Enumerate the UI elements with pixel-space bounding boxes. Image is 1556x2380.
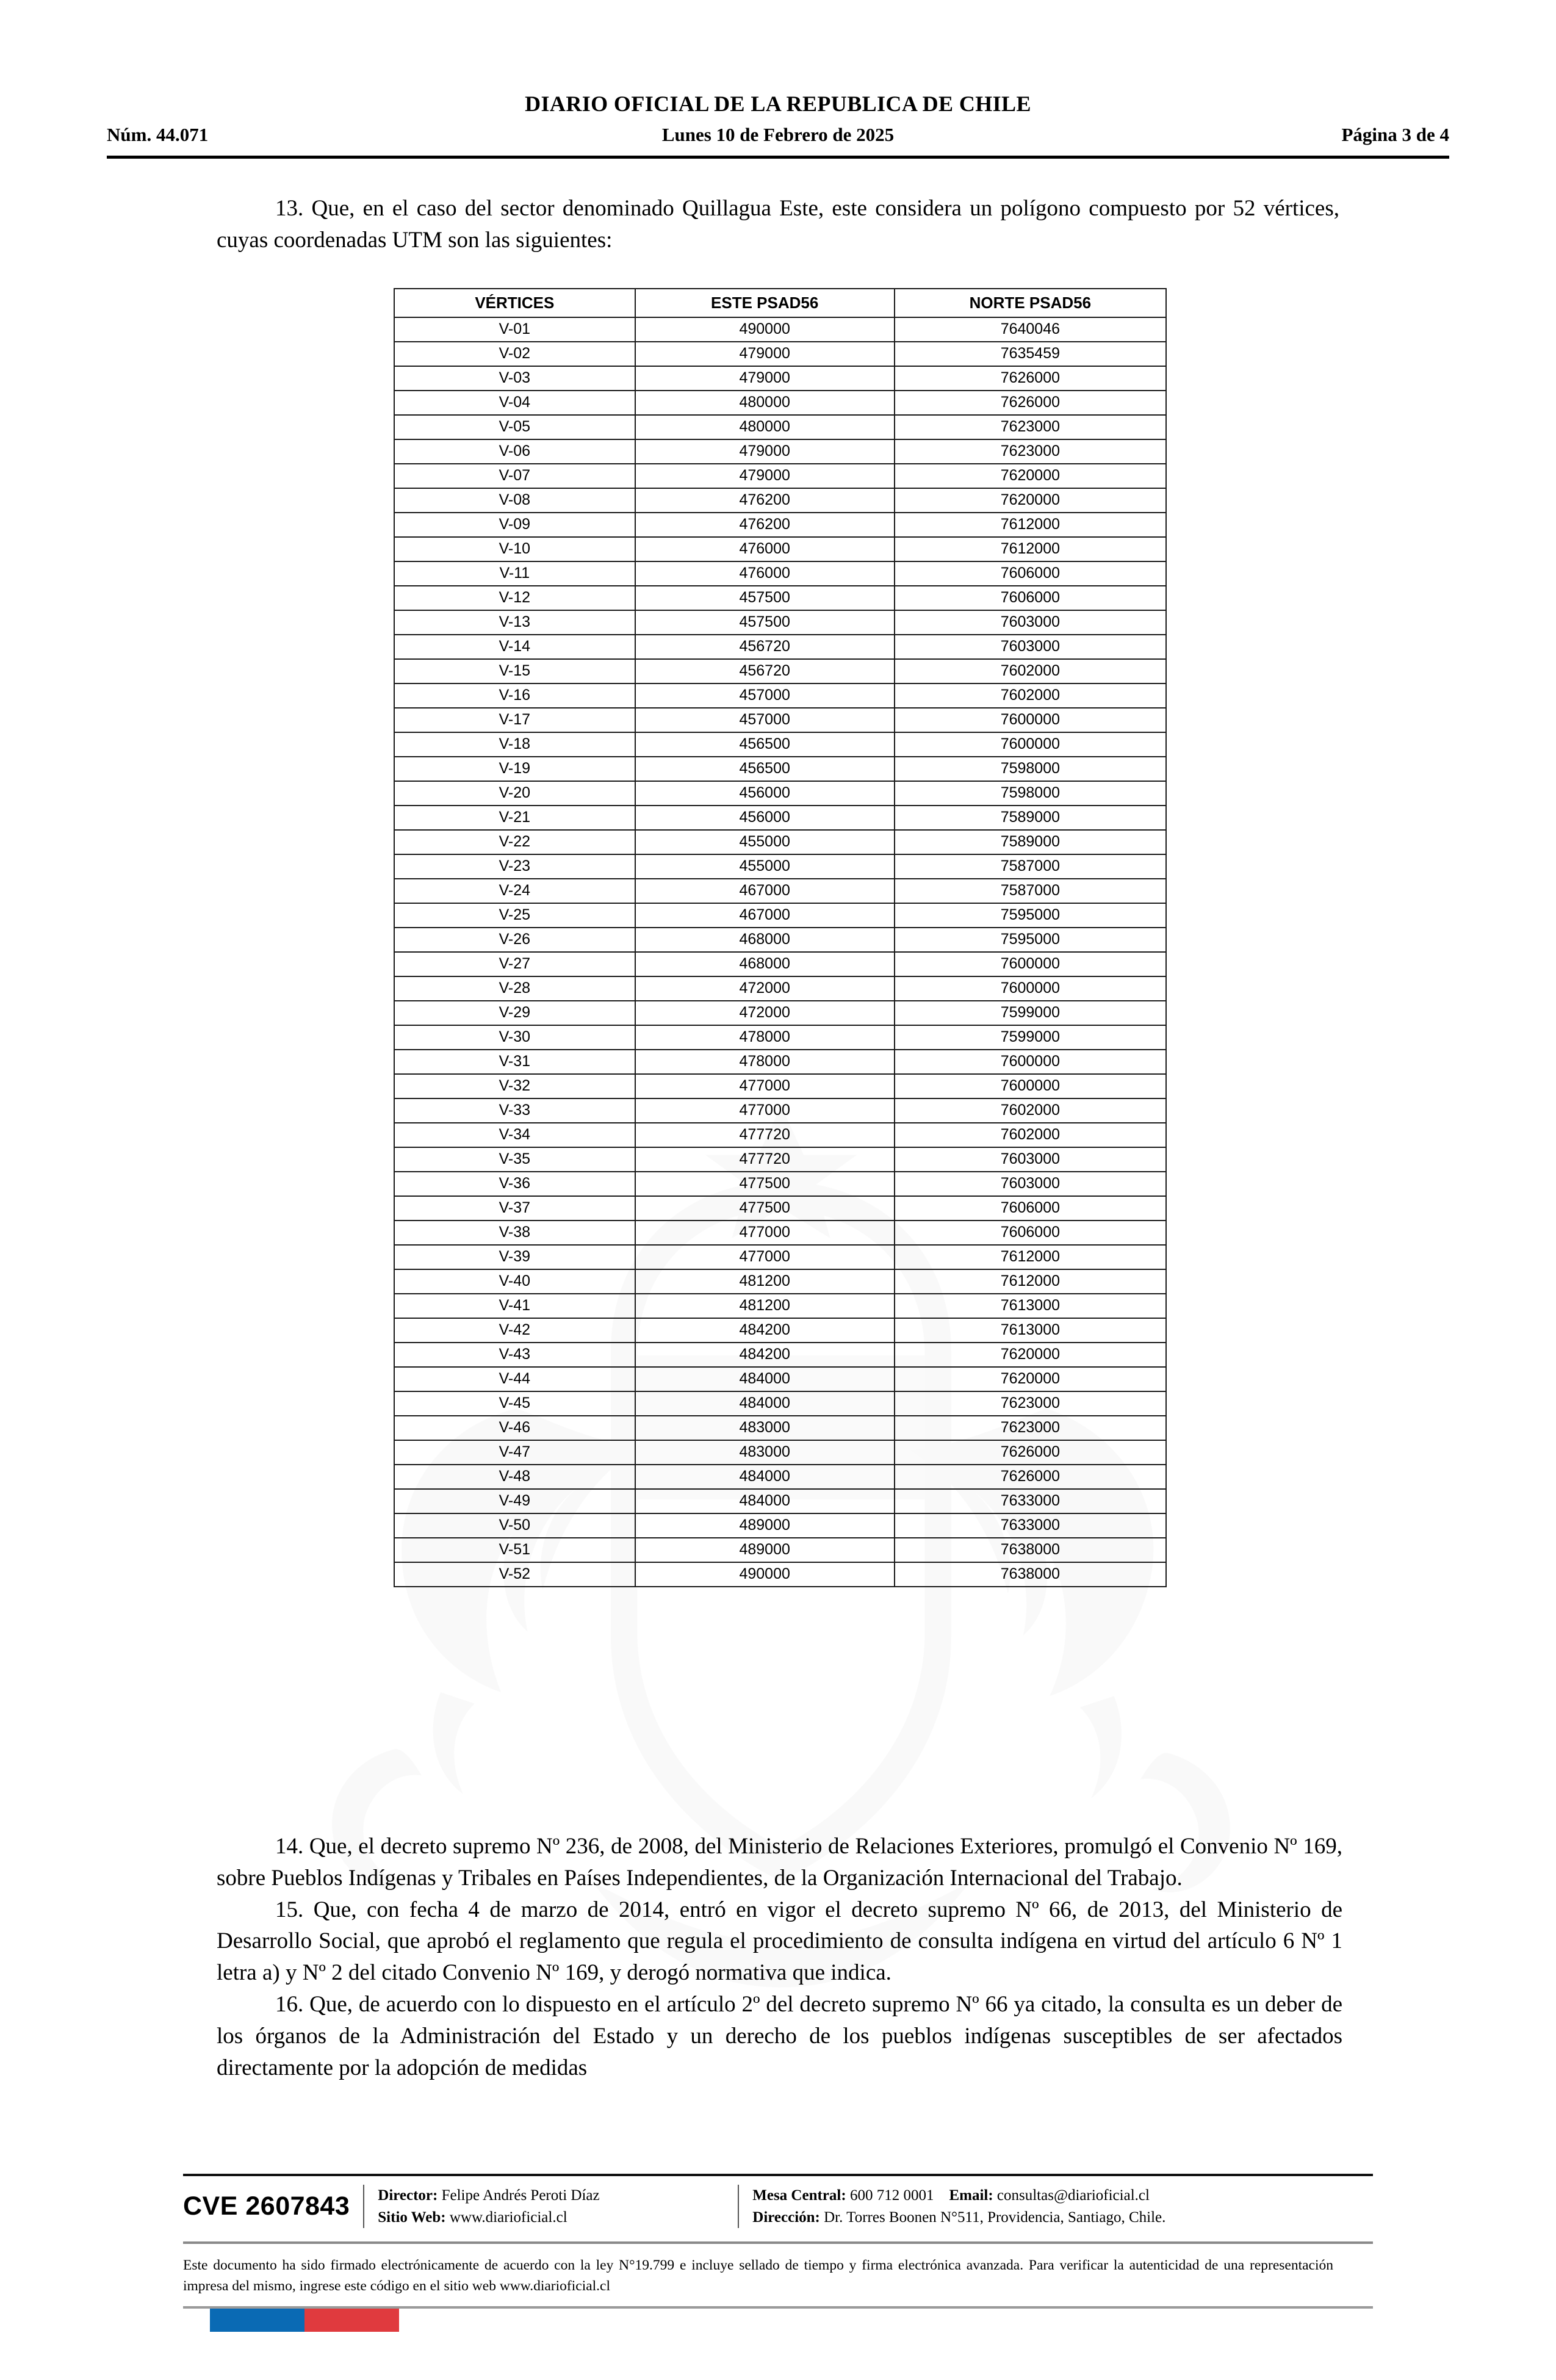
cell-vertex-id: V-03	[394, 366, 635, 391]
cell-norte: 7599000	[895, 1001, 1166, 1025]
table-row	[394, 1440, 1166, 1465]
address-label: Dirección:	[752, 2209, 820, 2226]
mesa-central-label: Mesa Central:	[752, 2187, 846, 2204]
publication-title: DIARIO OFICIAL DE LA REPUBLICA DE CHILE	[525, 92, 1031, 116]
cell-este: 477500	[635, 1196, 895, 1221]
cell-este: 489000	[635, 1538, 895, 1562]
cell-norte: 7603000	[895, 1172, 1166, 1196]
flag-red-block	[304, 2309, 399, 2332]
cell-vertex-id: V-28	[394, 976, 635, 1001]
cell-vertex-id: V-02	[394, 342, 635, 366]
table-row	[394, 879, 1166, 903]
table-row	[394, 1221, 1166, 1245]
cell-vertex-id: V-50	[394, 1513, 635, 1538]
intro-section	[217, 193, 1339, 256]
cell-vertex-id: V-41	[394, 1294, 635, 1318]
table-row	[394, 464, 1166, 488]
cell-norte: 7587000	[895, 879, 1166, 903]
table-row	[394, 1343, 1166, 1367]
flag-blue-block	[210, 2309, 304, 2332]
table-row	[394, 1538, 1166, 1562]
chile-flag-bar	[210, 2309, 399, 2332]
cell-norte: 7626000	[895, 391, 1166, 415]
address-line	[752, 2207, 1373, 2229]
cell-este: 477720	[635, 1147, 895, 1172]
cell-este: 456000	[635, 781, 895, 806]
table-row	[394, 391, 1166, 415]
cell-vertex-id: V-27	[394, 952, 635, 976]
cell-norte: 7638000	[895, 1538, 1166, 1562]
cell-vertex-id: V-37	[394, 1196, 635, 1221]
cell-norte: 7599000	[895, 1025, 1166, 1050]
header-meta-row	[107, 124, 1449, 146]
table-row	[394, 342, 1166, 366]
cell-vertex-id: V-17	[394, 708, 635, 732]
cell-norte: 7613000	[895, 1318, 1166, 1343]
cell-norte: 7603000	[895, 1147, 1166, 1172]
website-label: Sitio Web:	[378, 2209, 446, 2226]
cell-norte: 7602000	[895, 1123, 1166, 1147]
cell-norte: 7620000	[895, 464, 1166, 488]
cell-vertex-id: V-24	[394, 879, 635, 903]
table-row	[394, 1050, 1166, 1074]
table-row	[394, 1196, 1166, 1221]
table-row	[394, 1367, 1166, 1391]
cell-norte: 7600000	[895, 732, 1166, 757]
table-row	[394, 561, 1166, 586]
cell-este: 455000	[635, 830, 895, 854]
email-value[interactable]: consultas@diarioficial.cl	[996, 2187, 1150, 2204]
cell-este: 477000	[635, 1245, 895, 1269]
cell-vertex-id: V-40	[394, 1269, 635, 1294]
cell-vertex-id: V-38	[394, 1221, 635, 1245]
cell-norte: 7606000	[895, 561, 1166, 586]
table-row	[394, 1416, 1166, 1440]
cell-norte: 7603000	[895, 635, 1166, 659]
phone-email-line	[752, 2185, 1373, 2207]
cell-este: 456000	[635, 806, 895, 830]
table-row	[394, 732, 1166, 757]
cell-este: 467000	[635, 879, 895, 903]
cell-este: 456720	[635, 659, 895, 683]
header-divider	[107, 156, 1449, 159]
cell-norte: 7623000	[895, 1391, 1166, 1416]
cell-vertex-id: V-07	[394, 464, 635, 488]
table-row	[394, 610, 1166, 635]
cell-norte: 7623000	[895, 415, 1166, 439]
cell-norte: 7613000	[895, 1294, 1166, 1318]
table-row	[394, 415, 1166, 439]
director-label: Director:	[378, 2187, 438, 2204]
cell-este: 481200	[635, 1294, 895, 1318]
footer-divider-top	[183, 2174, 1373, 2176]
table-row	[394, 659, 1166, 683]
cell-norte: 7626000	[895, 366, 1166, 391]
cell-vertex-id: V-05	[394, 415, 635, 439]
table-row	[394, 1294, 1166, 1318]
director-line	[378, 2185, 738, 2207]
table-row	[394, 757, 1166, 781]
cell-este: 477720	[635, 1123, 895, 1147]
cell-vertex-id: V-25	[394, 903, 635, 928]
cell-norte: 7598000	[895, 757, 1166, 781]
table-row	[394, 903, 1166, 928]
cell-norte: 7620000	[895, 488, 1166, 513]
cell-norte: 7606000	[895, 1196, 1166, 1221]
cell-vertex-id: V-51	[394, 1538, 635, 1562]
table-row	[394, 366, 1166, 391]
cell-norte: 7620000	[895, 1343, 1166, 1367]
table-row	[394, 513, 1166, 537]
page-footer	[183, 2174, 1373, 2332]
cell-vertex-id: V-30	[394, 1025, 635, 1050]
cell-este: 476000	[635, 561, 895, 586]
cell-este: 477000	[635, 1098, 895, 1123]
cell-este: 457000	[635, 683, 895, 708]
table-row	[394, 806, 1166, 830]
table-row	[394, 488, 1166, 513]
cell-norte: 7612000	[895, 513, 1166, 537]
body-section	[217, 1831, 1342, 2083]
cell-vertex-id: V-21	[394, 806, 635, 830]
cell-vertex-id: V-46	[394, 1416, 635, 1440]
cell-este: 477000	[635, 1074, 895, 1098]
cell-este: 457000	[635, 708, 895, 732]
cell-vertex-id: V-22	[394, 830, 635, 854]
table-row	[394, 830, 1166, 854]
cell-norte: 7620000	[895, 1367, 1166, 1391]
table-row	[394, 781, 1166, 806]
table-row	[394, 1147, 1166, 1172]
cell-este: 478000	[635, 1025, 895, 1050]
cell-este: 472000	[635, 976, 895, 1001]
cell-este: 476200	[635, 488, 895, 513]
paragraph-13: 13. Que, en el caso del sector denominado Quillagua Este, este considera un polígono compuesto por 52 vértices, cuyas coordenadas UTM son las siguientes:	[217, 196, 1339, 253]
table-row	[394, 1513, 1166, 1538]
cell-este: 468000	[635, 952, 895, 976]
cell-este: 456720	[635, 635, 895, 659]
cell-vertex-id: V-49	[394, 1489, 635, 1513]
cell-vertex-id: V-15	[394, 659, 635, 683]
cell-este: 484000	[635, 1367, 895, 1391]
footer-column-contact	[738, 2185, 1373, 2228]
email-label: Email:	[949, 2187, 993, 2204]
page-indicator: Página 3 de 4	[1341, 124, 1449, 146]
table-row	[394, 683, 1166, 708]
cell-este: 457500	[635, 586, 895, 610]
table-row	[394, 1025, 1166, 1050]
cell-norte: 7633000	[895, 1489, 1166, 1513]
cell-este: 484200	[635, 1343, 895, 1367]
cell-norte: 7595000	[895, 928, 1166, 952]
cell-vertex-id: V-45	[394, 1391, 635, 1416]
page-header	[107, 92, 1449, 159]
cell-este: 467000	[635, 903, 895, 928]
cell-norte: 7600000	[895, 976, 1166, 1001]
cell-norte: 7600000	[895, 1050, 1166, 1074]
website-value[interactable]: www.diarioficial.cl	[449, 2209, 567, 2226]
column-header-norte: NORTE PSAD56	[895, 289, 1166, 317]
issue-date: Lunes 10 de Febrero de 2025	[661, 124, 895, 146]
cell-norte: 7626000	[895, 1465, 1166, 1489]
table-row	[394, 976, 1166, 1001]
cell-este: 477500	[635, 1172, 895, 1196]
cell-vertex-id: V-39	[394, 1245, 635, 1269]
table-header-row	[394, 289, 1166, 317]
electronic-signature-notice: Este documento ha sido firmado electrónicamente de acuerdo con la ley N°19.799 e incluye sellado de tiempo y firma electrónica avanzada. Para verificar la autenticidad de una representación impresa del mismo, ingrese este código en el sitio web www.diarioficial.cl	[183, 2257, 1333, 2295]
cell-norte: 7602000	[895, 1098, 1166, 1123]
cell-norte: 7612000	[895, 1245, 1166, 1269]
cell-norte: 7633000	[895, 1513, 1166, 1538]
cell-norte: 7623000	[895, 439, 1166, 464]
director-value: Felipe Andrés Peroti Díaz	[441, 2187, 600, 2204]
cell-vertex-id: V-19	[394, 757, 635, 781]
cell-norte: 7598000	[895, 781, 1166, 806]
cell-este: 489000	[635, 1513, 895, 1538]
cell-este: 478000	[635, 1050, 895, 1074]
table-row	[394, 1245, 1166, 1269]
cell-norte: 7600000	[895, 708, 1166, 732]
table-row	[394, 952, 1166, 976]
cell-norte: 7600000	[895, 1074, 1166, 1098]
table-row	[394, 1318, 1166, 1343]
cell-este: 455000	[635, 854, 895, 879]
cell-norte: 7626000	[895, 1440, 1166, 1465]
table-row	[394, 1465, 1166, 1489]
cell-este: 490000	[635, 1562, 895, 1587]
cell-este: 484200	[635, 1318, 895, 1343]
paragraph-14: 14. Que, el decreto supremo Nº 236, de 2008, del Ministerio de Relaciones Exteriores, promulgó el Convenio Nº 169, sobre Pueblos Indígenas y Tribales en Países Independientes, de la Organización Internacional del Trabajo.	[217, 1834, 1342, 1891]
cell-este: 479000	[635, 464, 895, 488]
cell-norte: 7602000	[895, 683, 1166, 708]
cell-este: 480000	[635, 415, 895, 439]
cell-vertex-id: V-29	[394, 1001, 635, 1025]
table-row	[394, 537, 1166, 561]
cell-norte: 7623000	[895, 1416, 1166, 1440]
footer-divider-mid	[183, 2241, 1373, 2244]
cell-norte: 7612000	[895, 1269, 1166, 1294]
cell-este: 490000	[635, 317, 895, 342]
cell-este: 479000	[635, 439, 895, 464]
cell-vertex-id: V-43	[394, 1343, 635, 1367]
cell-norte: 7602000	[895, 659, 1166, 683]
column-header-vertices: VÉRTICES	[394, 289, 635, 317]
table-row	[394, 708, 1166, 732]
cell-vertex-id: V-14	[394, 635, 635, 659]
cell-norte: 7606000	[895, 1221, 1166, 1245]
cell-vertex-id: V-06	[394, 439, 635, 464]
cve-code: CVE 2607843	[183, 2191, 350, 2221]
cell-vertex-id: V-26	[394, 928, 635, 952]
cell-este: 476000	[635, 537, 895, 561]
cell-vertex-id: V-20	[394, 781, 635, 806]
cell-este: 484000	[635, 1465, 895, 1489]
cell-vertex-id: V-09	[394, 513, 635, 537]
cell-vertex-id: V-34	[394, 1123, 635, 1147]
cell-este: 456500	[635, 757, 895, 781]
footer-column-editorial	[363, 2185, 738, 2228]
cell-norte: 7606000	[895, 586, 1166, 610]
cell-vertex-id: V-32	[394, 1074, 635, 1098]
paragraph-16: 16. Que, de acuerdo con lo dispuesto en el artículo 2º del decreto supremo Nº 66 ya citado, la consulta es un deber de los órganos de la Administración del Estado y un derecho de los pueblos indígenas susceptibles de ser afectados directamente por la adopción de medidas	[217, 1991, 1342, 2080]
table-row	[394, 586, 1166, 610]
table-row	[394, 1489, 1166, 1513]
cell-vertex-id: V-33	[394, 1098, 635, 1123]
cell-vertex-id: V-42	[394, 1318, 635, 1343]
table-row	[394, 635, 1166, 659]
cell-este: 480000	[635, 391, 895, 415]
cell-este: 456500	[635, 732, 895, 757]
table-row	[394, 1098, 1166, 1123]
paragraph-15: 15. Que, con fecha 4 de marzo de 2014, entró en vigor el decreto supremo Nº 66, de 2013, del Ministerio de Desarrollo Social, que aprobó el reglamento que regula el procedimiento de consulta indígena en virtud del artículo 6 Nº 1 letra a) y Nº 2 del citado Convenio Nº 169, y derogó normativa que indica.	[217, 1897, 1342, 1986]
table-row	[394, 1391, 1166, 1416]
cell-este: 477000	[635, 1221, 895, 1245]
cell-este: 481200	[635, 1269, 895, 1294]
cell-norte: 7587000	[895, 854, 1166, 879]
cell-este: 468000	[635, 928, 895, 952]
cell-vertex-id: V-16	[394, 683, 635, 708]
table-row	[394, 1172, 1166, 1196]
table-row	[394, 439, 1166, 464]
table-row	[394, 1074, 1166, 1098]
cell-vertex-id: V-47	[394, 1440, 635, 1465]
footer-contact-block	[183, 2185, 1373, 2228]
cell-este: 484000	[635, 1391, 895, 1416]
cell-norte: 7603000	[895, 610, 1166, 635]
table-row	[394, 1269, 1166, 1294]
cell-este: 472000	[635, 1001, 895, 1025]
table-row	[394, 1123, 1166, 1147]
cell-vertex-id: V-08	[394, 488, 635, 513]
cell-vertex-id: V-12	[394, 586, 635, 610]
table-row	[394, 854, 1166, 879]
cell-vertex-id: V-04	[394, 391, 635, 415]
cell-vertex-id: V-36	[394, 1172, 635, 1196]
cell-norte: 7612000	[895, 537, 1166, 561]
cell-vertex-id: V-48	[394, 1465, 635, 1489]
column-header-este: ESTE PSAD56	[635, 289, 895, 317]
table-row	[394, 1562, 1166, 1587]
cell-norte: 7640046	[895, 317, 1166, 342]
table-row	[394, 928, 1166, 952]
cell-este: 457500	[635, 610, 895, 635]
cell-vertex-id: V-35	[394, 1147, 635, 1172]
table-row	[394, 1001, 1166, 1025]
cell-norte: 7600000	[895, 952, 1166, 976]
cell-vertex-id: V-44	[394, 1367, 635, 1391]
cell-vertex-id: V-10	[394, 537, 635, 561]
cell-norte: 7635459	[895, 342, 1166, 366]
vertices-table	[394, 288, 1167, 1587]
cell-este: 479000	[635, 342, 895, 366]
cell-norte: 7589000	[895, 806, 1166, 830]
cell-este: 483000	[635, 1416, 895, 1440]
cell-este: 476200	[635, 513, 895, 537]
mesa-central-value: 600 712 0001	[849, 2187, 934, 2204]
cell-vertex-id: V-31	[394, 1050, 635, 1074]
address-value: Dr. Torres Boonen N°511, Providencia, Santiago, Chile.	[824, 2209, 1166, 2226]
cell-norte: 7638000	[895, 1562, 1166, 1587]
cell-este: 484000	[635, 1489, 895, 1513]
cell-este: 483000	[635, 1440, 895, 1465]
cell-norte: 7595000	[895, 903, 1166, 928]
cell-vertex-id: V-01	[394, 317, 635, 342]
table-row	[394, 317, 1166, 342]
cell-vertex-id: V-13	[394, 610, 635, 635]
cell-vertex-id: V-23	[394, 854, 635, 879]
issue-number: Núm. 44.071	[107, 124, 209, 146]
cell-norte: 7589000	[895, 830, 1166, 854]
cell-vertex-id: V-11	[394, 561, 635, 586]
table-body	[394, 317, 1166, 1587]
cell-vertex-id: V-52	[394, 1562, 635, 1587]
website-line	[378, 2207, 738, 2229]
cell-vertex-id: V-18	[394, 732, 635, 757]
vertices-table-container	[394, 288, 1167, 1587]
cell-este: 479000	[635, 366, 895, 391]
